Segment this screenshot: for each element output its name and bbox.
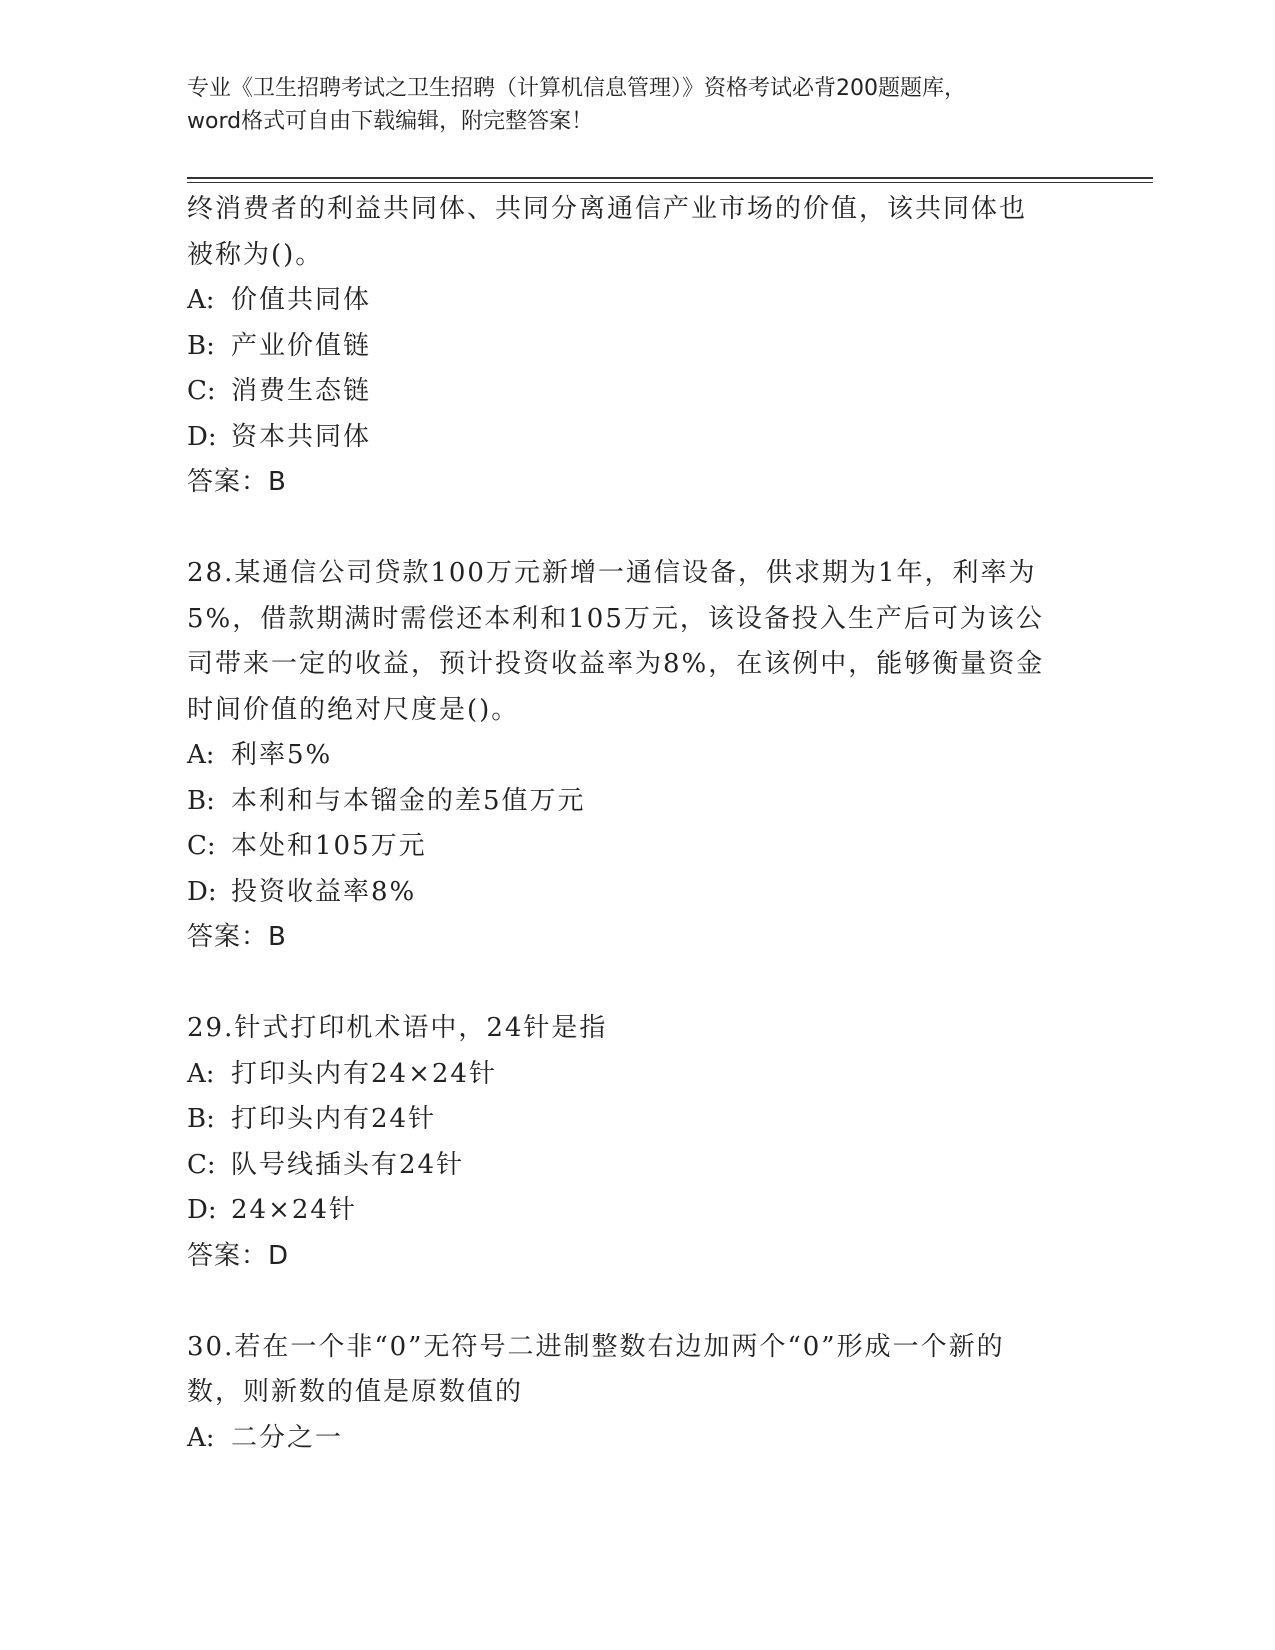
option-d bbox=[187, 870, 1087, 916]
option-text: 产业价值链 bbox=[231, 330, 372, 361]
option-text: 价值共同体 bbox=[231, 285, 372, 315]
option-text: 队号线插头有24针 bbox=[231, 1149, 465, 1180]
question-29 bbox=[187, 1006, 1087, 1279]
option-text: 本处和105万元 bbox=[231, 831, 427, 861]
option-a bbox=[187, 278, 1087, 324]
header-title-line-2: word格式可自由下载编辑，附完整答案！ bbox=[187, 109, 594, 134]
option-letter: A: bbox=[187, 1422, 215, 1453]
option-letter: C: bbox=[187, 1149, 216, 1180]
question-stem-line: 30.若在一个非“0”无符号二进制整数右边加两个“0”形成一个新的 bbox=[187, 1331, 1005, 1362]
option-letter: A: bbox=[187, 1058, 215, 1089]
answer-line: 答案：B bbox=[187, 922, 287, 952]
option-letter: D: bbox=[187, 421, 217, 452]
question-continued bbox=[187, 187, 1087, 506]
option-text: 24×24针 bbox=[231, 1195, 357, 1225]
option-letter: C: bbox=[187, 376, 216, 406]
question-stem-line: 数，则新数的值是原数值的 bbox=[187, 1377, 524, 1407]
question-stem-line: 28.某通信公司贷款100万元新增一通信设备，供求期为1年，利率为 bbox=[187, 558, 1037, 588]
answer-line: 答案：D bbox=[187, 1240, 290, 1271]
header-divider-thick bbox=[187, 177, 1153, 179]
option-letter: D: bbox=[187, 876, 217, 907]
option-a bbox=[187, 733, 1087, 779]
option-text: 投资收益率8% bbox=[231, 876, 417, 907]
header-title-line-1: 专业《卫生招聘考试之卫生招聘（计算机信息管理）》资格考试必背200题题库， bbox=[187, 76, 966, 101]
option-letter: B: bbox=[187, 330, 215, 361]
option-d bbox=[187, 415, 1087, 461]
option-d bbox=[187, 1188, 1087, 1234]
option-text: 本利和与本镏金的差5值万元 bbox=[231, 785, 586, 816]
question-stem-line: 29.针式打印机术语中，24针是指 bbox=[187, 1013, 608, 1043]
question-stem-line: 终消费者的利益共同体、共同分离通信产业市场的价值，该共同体也 bbox=[187, 194, 1028, 224]
option-text: 打印头内有24×24针 bbox=[231, 1058, 497, 1089]
option-a bbox=[187, 1052, 1087, 1098]
option-letter: B: bbox=[187, 1104, 215, 1134]
option-letter: A: bbox=[187, 285, 215, 315]
option-b bbox=[187, 324, 1087, 370]
question-stem-line: 时间价值的绝对尺度是()。 bbox=[187, 694, 520, 725]
option-text: 打印头内有24针 bbox=[231, 1104, 437, 1134]
answer-line: 答案：B bbox=[187, 467, 287, 497]
option-text: 消费生态链 bbox=[231, 376, 372, 406]
option-text: 资本共同体 bbox=[231, 421, 372, 452]
option-text: 利率5% bbox=[231, 740, 333, 770]
header-divider-thin bbox=[187, 182, 1153, 183]
question-stem-line: 被称为()。 bbox=[187, 239, 324, 270]
question-stem-line: 司带来一定的收益，预计投资收益率为8%，在该例中，能够衡量资金 bbox=[187, 649, 1045, 679]
option-text: 二分之一 bbox=[231, 1422, 344, 1453]
question-28 bbox=[187, 551, 1087, 961]
option-letter: B: bbox=[187, 785, 215, 816]
document-header bbox=[187, 72, 1067, 138]
option-letter: D: bbox=[187, 1195, 217, 1225]
option-c bbox=[187, 369, 1087, 415]
option-b bbox=[187, 1097, 1087, 1143]
option-letter: A: bbox=[187, 740, 215, 770]
option-a bbox=[187, 1416, 1087, 1462]
spacer bbox=[187, 961, 1087, 1007]
option-c bbox=[187, 824, 1087, 870]
question-30 bbox=[187, 1325, 1087, 1462]
option-letter: C: bbox=[187, 831, 216, 861]
spacer bbox=[187, 506, 1087, 552]
question-stem-line: 5%，借款期满时需偿还本利和105万元，该设备投入生产后可为该公 bbox=[187, 603, 1044, 634]
question-list bbox=[187, 187, 1087, 1461]
spacer bbox=[187, 1279, 1087, 1325]
option-c bbox=[187, 1143, 1087, 1189]
option-b bbox=[187, 779, 1087, 825]
